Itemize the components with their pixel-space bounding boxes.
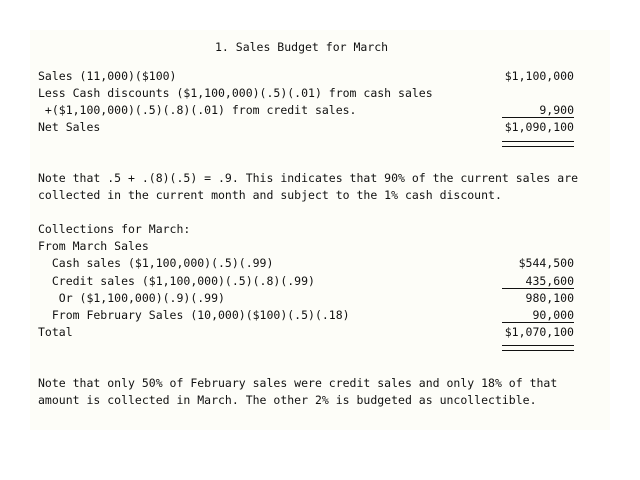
net-sales-amount: $1,090,100 [504,120,574,134]
sales-amount: $1,100,000 [504,69,574,83]
or-amount: 980,100 [525,291,574,305]
net-sales-double-underline [502,141,574,147]
cash-sales-amount: $544,500 [518,256,574,270]
credit-sales-amount: 435,600 [502,274,574,289]
page-title: 1. Sales Budget for March [215,40,389,54]
february-sales-label: From February Sales (10,000)($100)(.5)(.18) [38,308,350,322]
cash-sales-label: Cash sales ($1,100,000)(.5)(.99) [38,256,274,270]
sales-label: Sales (11,000)($100) [38,69,177,83]
collections-header: Collections for March: [38,222,191,236]
note1-line2: collected in the current month and subject to the 1% cash discount. [38,188,502,202]
net-sales-label: Net Sales [38,120,101,134]
february-sales-amount: 90,000 [502,308,574,323]
credit-sales-label: Credit sales ($1,100,000)(.5)(.8)(.99) [38,274,315,288]
discount-amount: 9,900 [502,103,574,118]
discount-label-line2: +($1,100,000)(.5)(.8)(.01) from credit sales. [38,103,357,117]
collections-subheader: From March Sales [38,239,149,253]
total-double-underline [502,345,574,351]
discount-label-line1: Less Cash discounts ($1,100,000)(.5)(.01) from cash sales [38,86,433,100]
total-amount: $1,070,100 [504,325,574,339]
or-label: Or ($1,100,000)(.9)(.99) [38,291,225,305]
note1-line1: Note that .5 + .(8)(.5) = .9. This indicates that 90% of the current sales are [38,171,579,185]
note2-line1: Note that only 50% of February sales were credit sales and only 18% of that [38,376,558,390]
note2-line2: amount is collected in March. The other 2% is budgeted as uncollectible. [38,393,537,407]
total-label: Total [38,325,73,339]
